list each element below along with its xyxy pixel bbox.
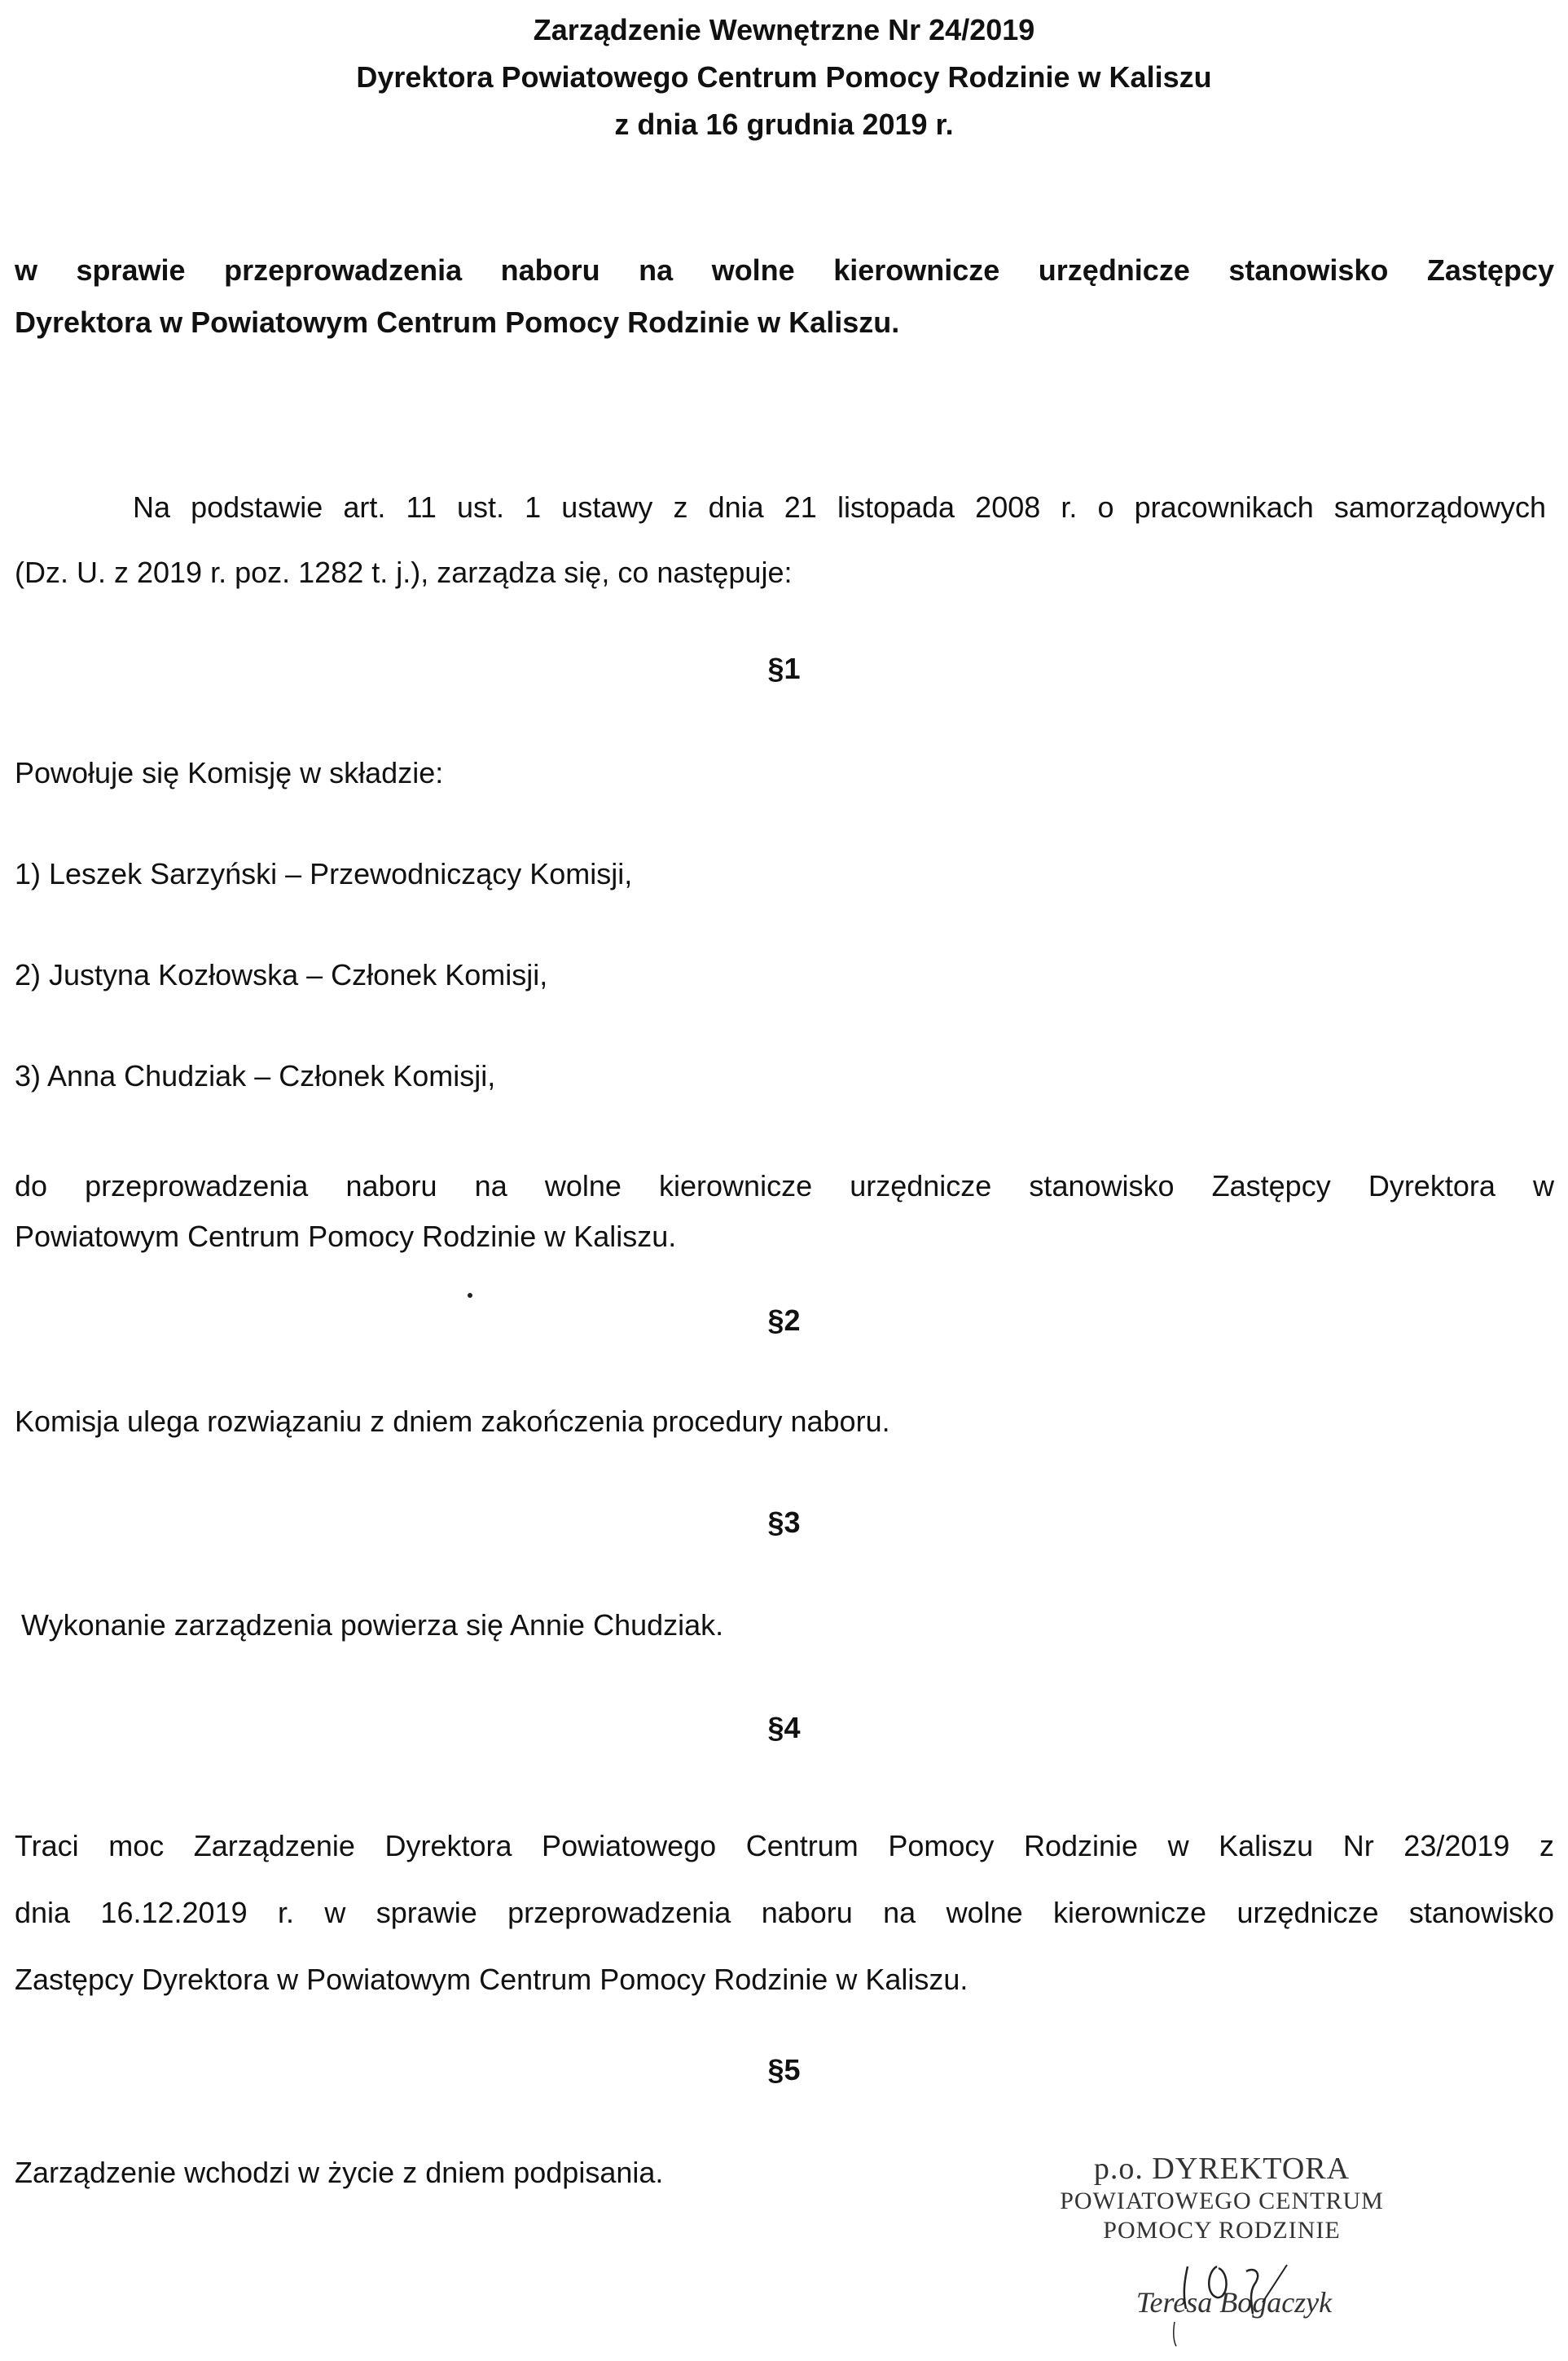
header-issuer: Dyrektora Powiatowego Centrum Pomocy Rodzinie w Kaliszu xyxy=(356,60,1212,94)
document-subject xyxy=(15,244,1554,349)
section-1-intro: Powołuje się Komisję w składzie: xyxy=(15,756,444,789)
subject-line-2: Dyrektora w Powiatowym Centrum Pomocy Rodzinie w Kaliszu. xyxy=(15,306,900,339)
section-2-text: Komisja ulega rozwiązaniu z dniem zakończenia procedury naboru. xyxy=(15,1405,890,1438)
section-4-title: §4 xyxy=(767,1711,801,1744)
section-1-title: §1 xyxy=(767,652,801,685)
stamp-name: Teresa Bogaczyk xyxy=(1135,2286,1333,2319)
subject-line-1: w sprawie przeprowadzenia naboru na wolne kierownicze urzędnicze stanowisko Zastępcy xyxy=(15,253,1554,287)
section-5-text: Zarządzenie wchodzi w życie z dniem podpisania. xyxy=(15,2156,664,2189)
section-2-title: §2 xyxy=(767,1304,801,1337)
section-1-purpose xyxy=(15,1161,1554,1262)
member-1: 1) Leszek Sarzyński – Przewodniczący Komisji, xyxy=(15,857,633,890)
stamp-title: p.o. DYREKTORA xyxy=(1093,2152,1351,2186)
stray-dot xyxy=(468,1293,472,1298)
signature-stroke-4 xyxy=(1263,2265,1287,2302)
header-date: z dnia 16 grudnia 2019 r. xyxy=(614,108,954,141)
signature-stroke-1 xyxy=(1184,2266,1188,2309)
s4-line-1: Traci moc Zarządzenie Dyrektora Powiatowego Centrum Pomocy Rodzinie w Kaliszu Nr 23/2019 z xyxy=(15,1829,1554,1862)
header-title: Zarządzenie Wewnętrzne Nr 24/2019 xyxy=(533,13,1035,46)
purpose-line-1: do przeprowadzenia naboru na wolne kierownicze urzędnicze stanowisko Zastępcy Dyrektora w xyxy=(15,1169,1554,1202)
s4-line-3: Zastępcy Dyrektora w Powiatowym Centrum Pomocy Rodzinie w Kaliszu. xyxy=(15,1963,968,1996)
member-2: 2) Justyna Kozłowska – Członek Komisji, xyxy=(15,958,548,991)
s4-line-2: dnia 16.12.2019 r. w sprawie przeprowadzenia naboru na wolne kierownicze urzędnicze stanowisko xyxy=(15,1896,1554,1929)
signature-stroke-3 xyxy=(1246,2270,1258,2314)
handwritten-signature xyxy=(1132,2224,1393,2346)
purpose-line-2: Powiatowym Centrum Pomocy Rodzinie w Kaliszu. xyxy=(15,1220,677,1253)
document-header xyxy=(0,7,1568,148)
section-3-text: Wykonanie zarządzenia powierza się Annie Chudziak. xyxy=(21,1608,724,1642)
preamble-line-1: Na podstawie art. 11 ust. 1 ustawy z dnia 21 listopada 2008 r. o pracownikach samorządowych xyxy=(133,490,1546,524)
member-3: 3) Anna Chudziak – Członek Komisji, xyxy=(15,1059,496,1093)
signature-stroke-5 xyxy=(1174,2322,1176,2346)
section-4-text xyxy=(15,1813,1554,2013)
preamble xyxy=(15,475,1554,605)
stamp-institution-2: POMOCY RODZINIE xyxy=(1103,2217,1341,2244)
stamp-institution-1: POWIATOWEGO CENTRUM xyxy=(1060,2187,1384,2214)
preamble-line-2: (Dz. U. z 2019 r. poz. 1282 t. j.), zarządza się, co następuje: xyxy=(15,556,793,589)
section-3-title: §3 xyxy=(767,1506,801,1539)
signature-stroke-2 xyxy=(1209,2266,1226,2297)
section-5-title: §5 xyxy=(767,2053,801,2086)
